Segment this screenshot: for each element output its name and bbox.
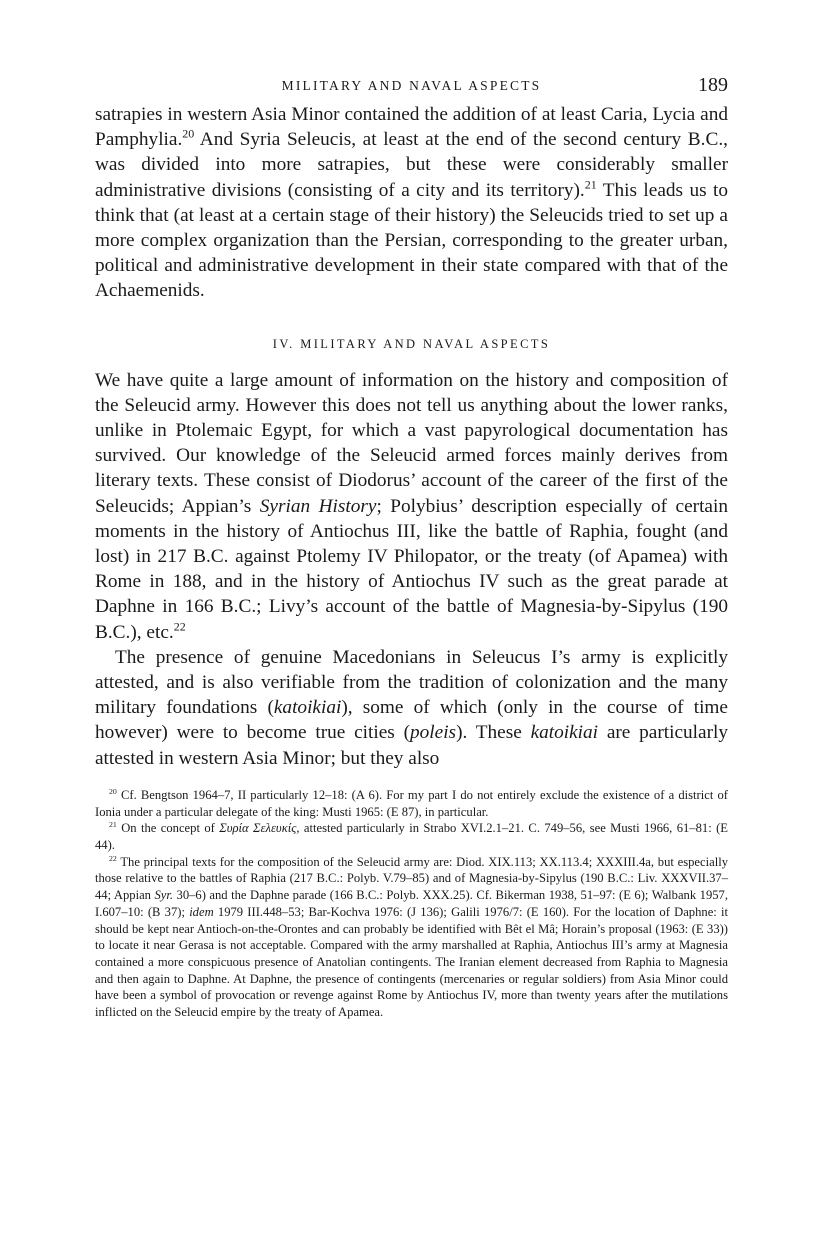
italic-term: poleis <box>410 722 457 744</box>
footnotes <box>95 787 728 1021</box>
text-run: And Syria Seleucis, at least at the end of the second century <box>194 129 688 151</box>
page-number: 189 <box>698 74 728 96</box>
text-run: We have quite a large amount of information on the history and composition of the Seleucid army. However this does not tell us anything about the lower ranks, unlike in Ptolemaic Egypt, for which a vast papyrological documentation has survived. Our knowledge of the Seleucid armed forces mainly derives from literary texts. These consist of Diodorus’ account of the career of the first of the Seleucids; Appian’s <box>95 369 728 517</box>
paragraph-satrapies <box>95 102 728 304</box>
text-run: ; Polybius’ description especially of certain moments in the history of Antiochus III, like the battle of Raphia, fought (and lost) in 217 <box>95 495 728 568</box>
era-abbrev: B.C. <box>193 546 229 568</box>
book-page <box>95 72 728 1021</box>
italic-citation: Syr. <box>154 888 174 903</box>
era-abbrev: B.C. <box>220 596 257 618</box>
footnote-text: 1979 III.448–53; Bar-Kochva 1976: (J 136); Galili 1976/7: (E 160). For the location of Daphne: it should be kept near Antioch-on-the-Orontes and can probably be identified with Bêt el Mâ; Horain’s proposal (1963: (E 33)) to locate it near Gerasa is not acceptable. Compared with the army marshalled at Raphia, Antiochus III’s army at Magnesia contained a more conspicuous presence of Anatolian contingents. The Iranian element decreased from Raphia to Magnesia and then again to Daphne. At Daphne, the presence of contingents (mercenaries or regular soldiers) from Asia Minor could have been a symbol of provocation or revenge against Rome by Antiochus IV, more than twenty years after the mutilations inflicted on the Seleucid empire by the treaty of Apamea. <box>95 904 729 1020</box>
running-title: MILITARY AND NAVAL ASPECTS <box>281 78 542 93</box>
footnote-number: 21 <box>109 820 117 830</box>
footnote-text: , attested particularly in Strabo XVI.2.1–21. C. 749–56, see Musti 1966, 61–81: (E 44). <box>95 821 728 852</box>
running-head <box>95 72 728 102</box>
footnote-22 <box>95 854 728 1021</box>
footnote-21 <box>95 820 728 853</box>
text-run: ), some of which (only in the course of time however) were to become true cities ( <box>95 697 728 744</box>
footnote-number: 20 <box>109 786 117 796</box>
footnote-text: The principal texts for the composition of the Seleucid army are: Diod. XIX.113; XX.113.4; XXXIII.4a, but especially those relative to the battles of Raphia (217 B.C.: Polyb. V.79–85) and of Magnesia-by-Sipylus (190 B.C.: Liv. XXXVII.37–44; Appian <box>95 854 728 903</box>
italic-citation: idem <box>189 904 214 919</box>
text-run: ). These <box>456 722 531 744</box>
paragraph-army-sources <box>95 368 728 645</box>
footnote-text: On the concept of <box>116 821 220 836</box>
footnote-20 <box>95 787 728 820</box>
footnote-ref-20[interactable]: 20 <box>182 126 195 141</box>
footnote-number: 22 <box>109 853 117 863</box>
greek-term: Συρία Σελευκίς <box>219 821 297 836</box>
text-run: are particularly attested in western Asia Minor; but they also <box>95 722 728 769</box>
section-heading: IV. MILITARY AND NAVAL ASPECTS <box>272 336 551 351</box>
italic-title: Syrian History <box>259 495 377 517</box>
text-run: against Ptolemy IV Philopator, or the treaty (of Apamea) with Rome in 188, and in the history of Antiochus IV such as the great parade at Daphne in 166 <box>95 546 728 618</box>
era-abbrev: B.C. <box>687 129 724 151</box>
text-run: The presence of genuine Macedonians in Seleucus I’s army is explicitly attested, and is also verifiable from the tradition of colonization and the many military foundations ( <box>95 646 728 719</box>
footnote-text: 30–6) and the Daphne parade (166 B.C.: Polyb. XXX.25). Cf. Bikerman 1938, 51–97: (E 6); Walbank 1957, I.607–10: (B 37); <box>95 888 728 919</box>
text-run: ), etc. <box>130 621 174 643</box>
footnote-ref-21[interactable]: 21 <box>584 177 597 192</box>
era-abbrev: B.C. <box>95 621 131 643</box>
text-run: , was divided into more satrapies, but these were considerably smaller administrative divisions (consisting of a city and its territory). <box>95 129 728 201</box>
text-run: This leads us to think that (at least at a certain stage of their history) the Seleucids tried to set up a more complex organization than the Persian, corresponding to the greater urban, political and administrative development in their state compared with that of the Achaemenids. <box>95 179 728 302</box>
italic-term: katoikiai <box>530 722 599 744</box>
footnote-ref-22[interactable]: 22 <box>173 619 186 634</box>
paragraph-macedonians <box>95 645 728 771</box>
text-run: satrapies in western Asia Minor contained the addition of at least Caria, Lycia and Pamphylia. <box>95 104 728 151</box>
text-run: ; Livy’s account of the battle of Magnesia-by-Sipylus (190 <box>256 596 728 618</box>
italic-term: katoikiai <box>273 697 342 719</box>
footnote-text: Cf. Bengtson 1964–7, II particularly 12–18: (A 6). For my part I do not entirely exclude the existence of a district of Ionia under a particular delegate of the king: Musti 1965: (E 87), in particular. <box>95 787 728 819</box>
